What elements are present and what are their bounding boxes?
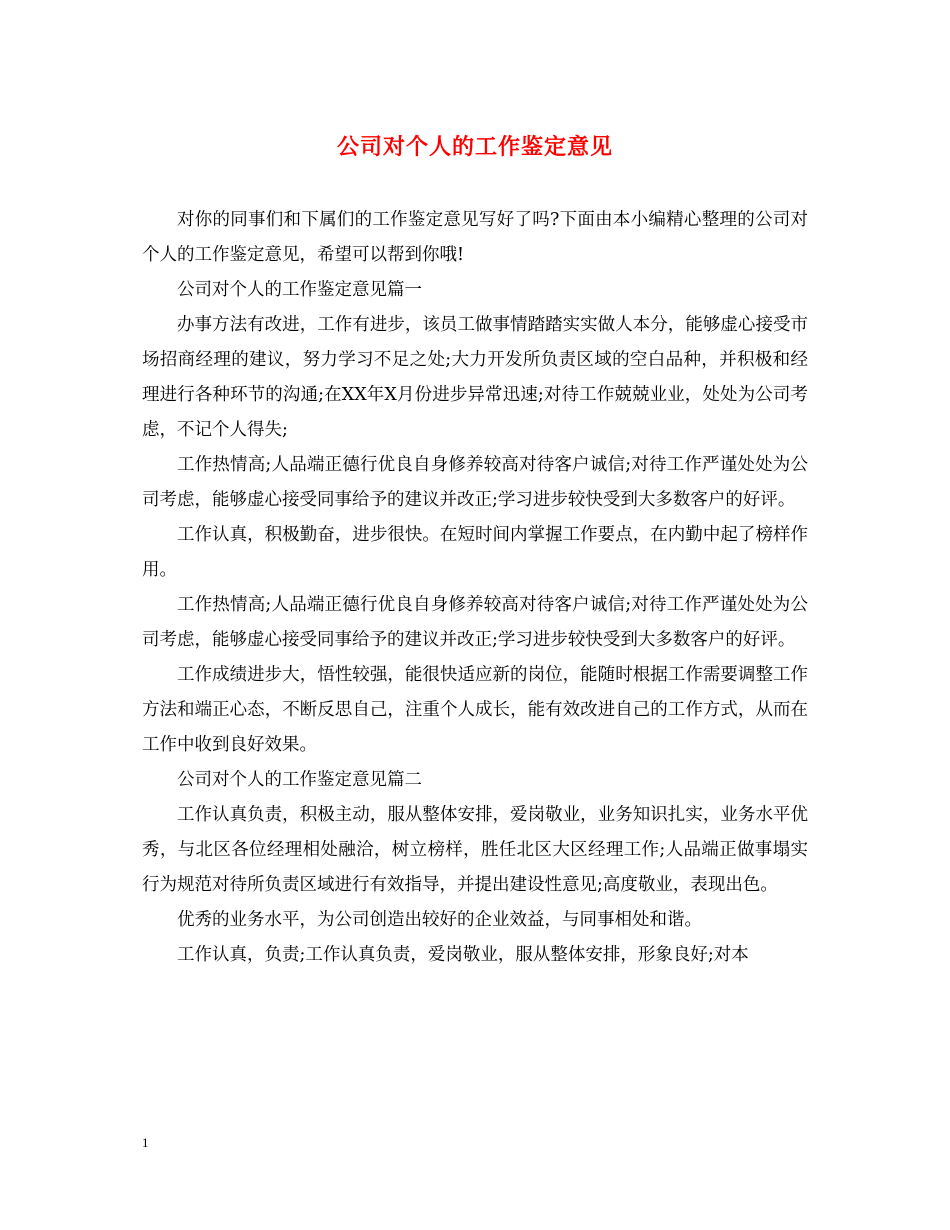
body-paragraph: 工作成绩进步大，悟性较强，能很快适应新的岗位，能随时根据工作需要调整工作方法和端正心态，不断反思自己，注重个人成长，能有效改进自己的工作方式，从而在工作中收到良好效果。 (142, 665, 808, 755)
body-paragraph: 工作认真负责，积极主动，服从整体安排，爱岗敬业，业务知识扎实，业务水平优秀，与北区各位经理相处融洽，树立榜样，胜任北区大区经理工作;人品端正做事塌实行为规范对待所负责区域进行有效指导，并提出建设性意见;高度敬业，表现出色。 (142, 805, 808, 895)
section-heading-1: 公司对个人的工作鉴定意见篇一 (177, 280, 422, 300)
body-paragraph: 工作热情高;人品端正德行优良自身修养较高对待客户诚信;对待工作严谨处处为公司考虑，能够虚心接受同事给予的建议并改正;学习进步较快受到大多数客户的好评。 (142, 455, 808, 510)
body-paragraph: 优秀的业务水平，为公司创造出较好的企业效益，与同事相处和谐。 (177, 910, 702, 930)
section-heading-2: 公司对个人的工作鉴定意见篇二 (177, 770, 422, 790)
document-title: 公司对个人的工作鉴定意见 (336, 134, 613, 160)
page-number: 1 (142, 1135, 149, 1150)
document-body (142, 203, 808, 973)
body-paragraph: 工作认真，负责;工作认真负责，爱岗敬业，服从整体安排，形象良好;对本 (177, 945, 749, 965)
body-paragraph: 办事方法有改进，工作有进步，该员工做事情踏踏实实做人本分，能够虚心接受市场招商经理的建议，努力学习不足之处;大力开发所负责区域的空白品种，并积极和经理进行各种环节的沟通;在XX年X月份进步异常迅速;对待工作兢兢业业，处处为公司考虑，不记个人得失; (142, 315, 808, 440)
intro-paragraph: 对你的同事们和下属们的工作鉴定意见写好了吗?下面由本小编精心整理的公司对个人的工作鉴定意见，希望可以帮到你哦! (142, 210, 808, 265)
body-paragraph: 工作热情高;人品端正德行优良自身修养较高对待客户诚信;对待工作严谨处处为公司考虑，能够虚心接受同事给予的建议并改正;学习进步较快受到大多数客户的好评。 (142, 595, 808, 650)
body-paragraph: 工作认真，积极勤奋，进步很快。在短时间内掌握工作要点，在内勤中起了榜样作用。 (142, 525, 808, 580)
